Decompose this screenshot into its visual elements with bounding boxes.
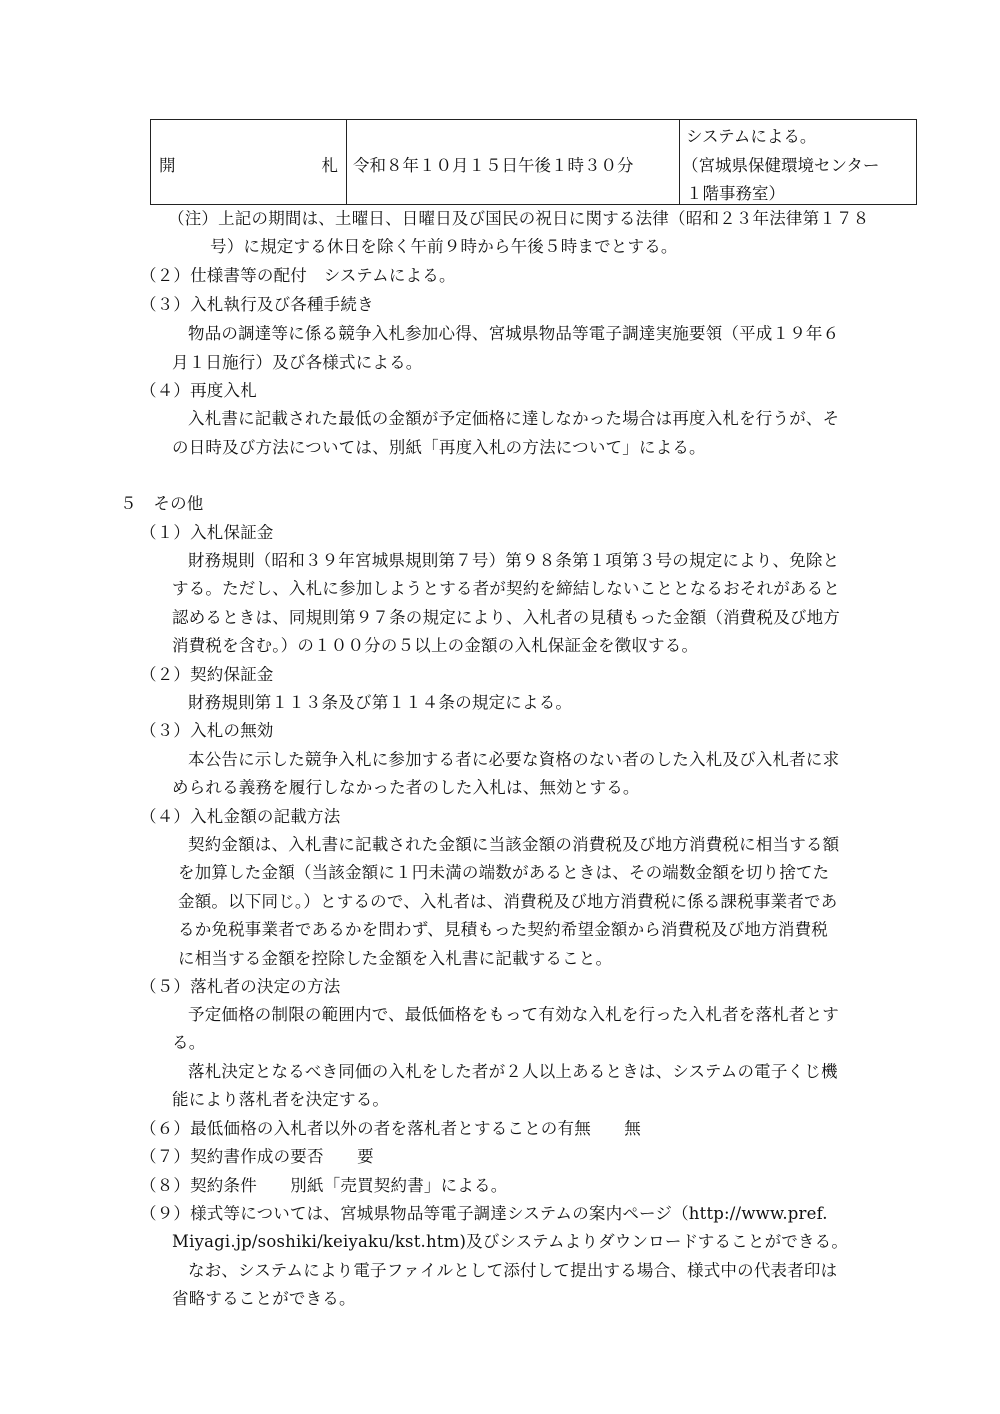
item-heading: （３）入札執行及び各種手続き bbox=[140, 295, 374, 314]
paragraph-line: 落札決定となるべき同価の入札をした者が２人以上あるときは、システムの電子くじ機 bbox=[188, 1062, 838, 1081]
paragraph-line: るか免税事業者であるかを問わず、見積もった契約希望金額から消費税及び地方消費税 bbox=[178, 920, 828, 939]
paragraph-line: に相当する金額を控除した金額を入札書に記載すること。 bbox=[178, 949, 613, 968]
item-heading: （７）契約書作成の要否 要 bbox=[140, 1147, 374, 1166]
paragraph-line: 財務規則（昭和３９年宮城県規則第７号）第９８条第１項第３号の規定により、免除と bbox=[188, 551, 840, 570]
item-heading: （８）契約条件 別紙「売買契約書」による。 bbox=[140, 1176, 508, 1195]
paragraph-line: 認めるときは、同規則第９７条の規定により、入札者の見積もった金額（消費税及び地方 bbox=[172, 608, 840, 627]
paragraph-line: 物品の調達等に係る競争入札参加心得、宮城県物品等電子調達実施要領（平成１９年６ bbox=[188, 324, 840, 343]
opening-datetime: 令和８年１０月１５日午後１時３０分 bbox=[353, 156, 634, 175]
item-heading: （４）入札金額の記載方法 bbox=[140, 807, 341, 826]
paragraph-line: る。 bbox=[172, 1033, 206, 1052]
item-heading: （２）仕様書等の配付 システムによる。 bbox=[140, 266, 456, 285]
item-heading: （１）入札保証金 bbox=[140, 523, 274, 542]
paragraph-line: を加算した金額（当該金額に１円未満の端数があるときは、その端数金額を切り捨てた bbox=[178, 863, 830, 882]
label-cell bbox=[151, 120, 347, 204]
item-heading: （４）再度入札 bbox=[140, 381, 257, 400]
section-heading: ５ その他 bbox=[120, 494, 204, 513]
paragraph-line: められる義務を履行しなかった者のした入札は、無効とする。 bbox=[172, 778, 640, 797]
paragraph-line: 月１日施行）及び各様式による。 bbox=[172, 353, 423, 372]
paragraph-line: 能により落札者を決定する。 bbox=[172, 1090, 390, 1109]
label-right: 札 bbox=[321, 156, 338, 175]
place-line: １階事務室） bbox=[686, 184, 785, 203]
item-heading: （９）様式等については、宮城県物品等電子調達システムの案内ページ（http://www.pref. bbox=[140, 1204, 828, 1223]
paragraph-line: 財務規則第１１３条及び第１１４条の規定による。 bbox=[188, 693, 573, 712]
label-left: 開 bbox=[159, 156, 176, 175]
paragraph-line: 契約金額は、入札書に記載された金額に当該金額の消費税及び地方消費税に相当する額 bbox=[188, 835, 840, 854]
note-line: 号）に規定する休日を除く午前９時から午後５時までとする。 bbox=[210, 237, 678, 256]
item-heading: （６）最低価格の入札者以外の者を落札者とすることの有無 無 bbox=[140, 1119, 641, 1138]
paragraph-line: する。ただし、入札に参加しようとする者が契約を締結しないこととなるおそれがあると bbox=[172, 579, 840, 598]
place-line: システムによる。 bbox=[686, 127, 817, 146]
paragraph-line: 省略することができる。 bbox=[172, 1289, 356, 1308]
paragraph-line: 消費税を含む。）の１００分の５以上の金額の入札保証金を徴収する。 bbox=[172, 636, 699, 655]
paragraph-line: 金額。以下同じ。）とするので、入札者は、消費税及び地方消費税に係る課税事業者であ bbox=[178, 892, 838, 911]
item-heading: （５）落札者の決定の方法 bbox=[140, 977, 341, 996]
paragraph-line: なお、システムにより電子ファイルとして添付して提出する場合、様式中の代表者印は bbox=[188, 1261, 838, 1280]
item-heading: （２）契約保証金 bbox=[140, 665, 274, 684]
item-heading: （３）入札の無効 bbox=[140, 721, 274, 740]
opening-table bbox=[150, 119, 917, 205]
paragraph-line: 入札書に記載された最低の金額が予定価格に達しなかった場合は再度入札を行うが、そ bbox=[188, 409, 840, 428]
paragraph-line: 本公告に示した競争入札に参加する者に必要な資格のない者のした入札及び入札者に求 bbox=[188, 750, 840, 769]
paragraph-line: の日時及び方法については、別紙「再度入札の方法について」による。 bbox=[172, 438, 706, 457]
paragraph-line: Miyagi.jp/soshiki/keiyaku/kst.htm)及びシステムよりダウンロードすることができる。 bbox=[172, 1232, 849, 1251]
place-line: （宮城県保健環境センター bbox=[682, 156, 880, 175]
datetime-cell bbox=[347, 120, 680, 204]
note-line: （注）上記の期間は、土曜日、日曜日及び国民の祝日に関する法律（昭和２３年法律第１７８ bbox=[168, 209, 870, 228]
place-cell bbox=[680, 120, 916, 204]
paragraph-line: 予定価格の制限の範囲内で、最低価格をもって有効な入札を行った入札者を落札者とす bbox=[188, 1005, 839, 1024]
